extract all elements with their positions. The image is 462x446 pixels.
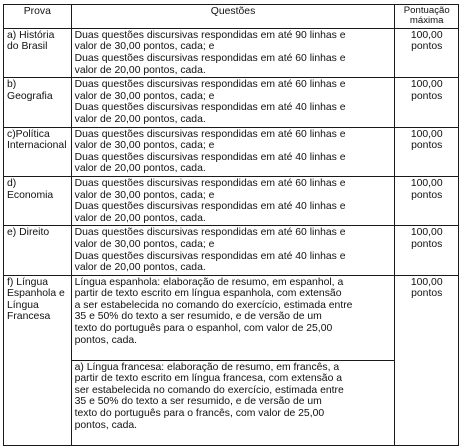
table-row [4,176,459,225]
questoes-line: Duas questões discursivas respondidas em até 40 linhas e [74,151,346,163]
questoes-line: pontos, cada. [74,334,138,346]
table-body [4,28,459,445]
pontuacao-value: pontos [411,189,443,201]
table-row-language-spanish [4,275,459,360]
questoes-line: Duas questões discursivas respondidas em até 60 linhas e [74,227,346,239]
pontuacao-cell [395,226,459,275]
questoes-line: Duas questões discursivas respondidas em até 40 linhas e [74,102,346,114]
pontuacao-value: 100,00 [410,128,443,140]
questoes-line: Duas questões discursivas respondidas em até 60 linhas e [74,177,346,189]
table-row [4,28,459,77]
questoes-cell [71,78,395,127]
prova-cell [4,78,72,127]
pontuacao-value: 100,00 [410,177,443,189]
prova-cell [4,226,72,275]
questoes-line: valor de 20,00 pontos, cada. [74,212,206,224]
prova-cell [4,28,72,77]
questoes-cell [71,28,395,77]
header-pontuacao-line2: máxima [409,15,444,27]
questoes-cell [71,226,395,275]
prova-label: Economia [7,189,54,201]
pontuacao-cell [395,176,459,225]
questoes-line: partir de texto escrito em língua francesa, com extensão a [74,373,343,385]
pontuacao-value: pontos [411,288,443,300]
pontuacao-value: 100,00 [410,79,443,91]
questoes-line: ser estabelecida no comando do exercício, estimada entre [74,384,344,396]
questoes-line: valor de 20,00 pontos, cada. [74,113,206,125]
questoes-line: valor de 20,00 pontos, cada. [74,262,206,274]
questoes-line: 35 e 50% do texto a ser resumido, e de versão de um [74,396,322,408]
questoes-cell [71,127,395,176]
prova-label: b) [7,79,17,91]
questoes-line: valor de 20,00 pontos, cada. [74,163,206,175]
prova-label: do Brasil [7,41,48,53]
questoes-line: texto do português para o francês, com valor de 25,00 [74,408,325,420]
questoes-line: partir de texto escrito em língua espanhola, com extensão [74,288,342,300]
questoes-line: Duas questões discursivas respondidas em até 40 linhas e [74,250,346,262]
questoes-line: 35 e 50% do texto a ser resumido, e de versão de um [74,311,322,323]
table-row [4,78,459,127]
pontuacao-value: 100,00 [410,276,443,288]
table-row-language-french [4,360,459,445]
prova-label: Francesa [7,311,51,323]
pontuacao-value: 100,00 [410,29,443,41]
header-row [4,5,459,29]
questoes-line: a) Língua francesa: elaboração de resumo, em francês, a [74,361,340,373]
pontuacao-value: pontos [411,41,443,53]
prova-label: a) História [7,29,55,41]
questoes-line: valor de 30,00 pontos, cada; e [74,90,215,102]
questoes-cell [71,176,395,225]
header-pontuacao [395,5,459,29]
questoes-line: valor de 30,00 pontos, cada; e [74,238,215,250]
pontuacao-cell-languages [395,275,459,445]
questoes-cell-french [71,360,395,445]
pontuacao-cell [395,28,459,77]
prova-label: d) [7,177,17,189]
prova-label: e) Direito [7,227,50,239]
questoes-line: Duas questões discursivas respondidas em até 60 linhas e [74,53,346,64]
questoes-line: Duas questões discursivas respondidas em até 90 linhas e [74,29,346,41]
prova-label: Geografia [7,90,53,102]
questoes-line: pontos, cada. [74,419,138,431]
table-row [4,226,459,275]
header-prova: Prova [4,5,72,29]
prova-label: c)Política [7,128,50,140]
questoes-line: texto do português para o espanhol, com valor de 25,00 [74,323,333,335]
questoes-line: a ser estabelecida no comando do exercício, estimada entre [74,299,353,311]
questoes-cell-spanish [71,275,395,360]
pontuacao-value: pontos [411,140,443,152]
questoes-line: valor de 30,00 pontos, cada; e [74,189,215,201]
questoes-line: valor de 30,00 pontos, cada; e [74,41,215,53]
questoes-line: Língua espanhola: elaboração de resumo, em espanhol, a [74,276,344,288]
questoes-line: Duas questões discursivas respondidas em até 60 linhas e [74,79,346,91]
prova-label: Internacional [7,140,67,152]
header-pontuacao-line1: Pontuação [403,5,450,16]
pontuacao-value: pontos [411,238,443,250]
header-questoes: Questões [71,5,395,29]
prova-cell-languages [4,275,72,445]
pontuacao-cell [395,127,459,176]
prova-label: Espanhola e [7,288,65,300]
questoes-line: Duas questões discursivas respondidas em até 40 linhas e [74,201,346,213]
questoes-line: valor de 30,00 pontos, cada; e [74,140,215,152]
prova-label: Língua [7,299,39,311]
pontuacao-value: 100,00 [410,227,443,239]
questoes-line: Duas questões discursivas respondidas em até 60 linhas e [74,128,346,140]
prova-cell [4,127,72,176]
pontuacao-cell [395,78,459,127]
exam-table [3,4,459,446]
table-row [4,127,459,176]
pontuacao-value: pontos [411,90,443,102]
prova-cell [4,176,72,225]
prova-label: f) Língua [7,276,49,288]
questoes-line: valor de 20,00 pontos, cada. [74,64,206,76]
